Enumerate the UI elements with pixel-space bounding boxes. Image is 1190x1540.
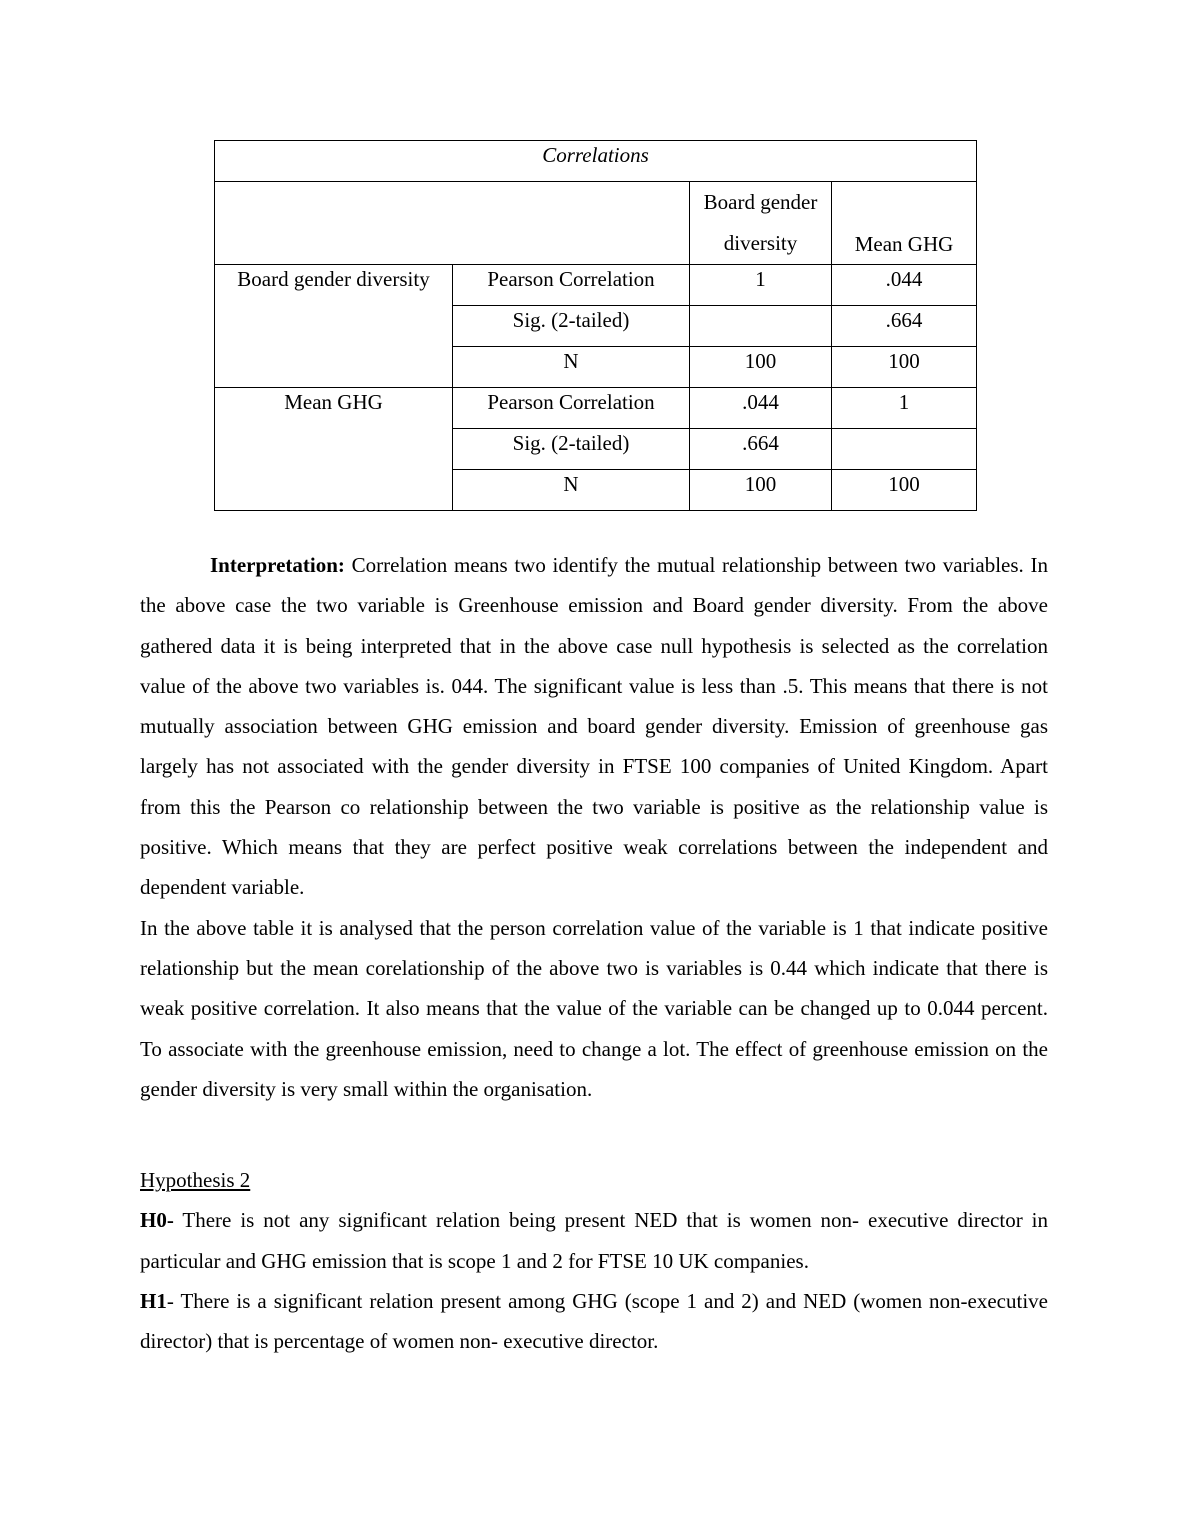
value-cell: 1 — [832, 388, 977, 429]
value-cell: .044 — [832, 265, 977, 306]
value-cell: 100 — [690, 347, 832, 388]
header-empty-cell — [215, 182, 690, 265]
h0-paragraph — [140, 1200, 1048, 1281]
value-cell: .664 — [690, 429, 832, 470]
table-title: Correlations — [215, 141, 977, 182]
stat-label: N — [453, 470, 690, 511]
stat-label: N — [453, 347, 690, 388]
value-cell: 100 — [690, 470, 832, 511]
interpretation-paragraph-2: In the above table it is analysed that the person correlation value of the variable is 1 that indicate positive relationship but the mean corelationship of the above two is variables is 0.44 which indicate that there is weak positive correlation. It also means that the value of the variable can be changed up to 0.044 percent. To associate with the greenhouse emission, need to change a lot. The effect of greenhouse emission on the gender diversity is very small within the organisation. — [140, 915, 1048, 1101]
stat-label: Pearson Correlation — [453, 388, 690, 429]
value-cell: .664 — [832, 306, 977, 347]
table-row — [215, 388, 977, 429]
interpretation-label: Interpretation: — [210, 553, 345, 577]
header-board-gender-diversity — [690, 182, 832, 265]
stat-label: Pearson Correlation — [453, 265, 690, 306]
h1-paragraph — [140, 1281, 1048, 1362]
header-col3-line2: diversity — [723, 231, 798, 255]
h1-text: - There is a significant relation present among GHG (scope 1 and 2) and NED (women non-executive director) that is percentage of women non- executive director. — [140, 1288, 1048, 1354]
interpretation-text-1: Correlation means two identify the mutual relationship between two variables. In the above case the two variable is Greenhouse emission and Board gender diversity. From the above gathered data it is being interpreted that in the above case null hypothesis is selected as the correlation value of the above two variables is. 044. The significant value is less than .5. This means that there is not mutually association between GHG emission and board gender diversity. Emission of greenhouse gas largely has not associated with the gender diversity in FTSE 100 companies of United Kingdom. Apart from this the Pearson co relationship between the two variable is positive as the relationship value is positive. Which means that they are perfect positive weak correlations between the independent and dependent variable. — [140, 553, 1048, 900]
h0-text: There is not any significant relation being present NED that is women non- executive director in particular and GHG emission that is scope 1 and 2 for FTSE 10 UK companies. — [140, 1208, 1048, 1273]
value-cell: 100 — [832, 347, 977, 388]
value-cell: 100 — [832, 470, 977, 511]
value-cell: 1 — [690, 265, 832, 306]
hypothesis-2-section — [140, 1160, 1048, 1361]
stat-label: Sig. (2-tailed) — [453, 306, 690, 347]
value-cell — [832, 429, 977, 470]
h1-label: H1 — [140, 1288, 167, 1313]
hypothesis-2-heading — [140, 1160, 1048, 1200]
interpretation-paragraph-1 — [140, 545, 1048, 908]
value-cell: .044 — [690, 388, 832, 429]
value-cell — [690, 306, 832, 347]
table-row — [215, 265, 977, 306]
h0-label: H0- — [140, 1208, 174, 1233]
hypothesis-2-title: Hypothesis 2 — [140, 1168, 251, 1192]
row-group-label: Mean GHG — [215, 388, 453, 511]
correlations-table — [214, 140, 977, 511]
row-group-label: Board gender diversity — [215, 265, 453, 388]
header-mean-ghg: Mean GHG — [832, 182, 977, 265]
stat-label: Sig. (2-tailed) — [453, 429, 690, 470]
header-col3-line1: Board gender — [703, 190, 818, 214]
interpretation-section — [140, 545, 1048, 1109]
